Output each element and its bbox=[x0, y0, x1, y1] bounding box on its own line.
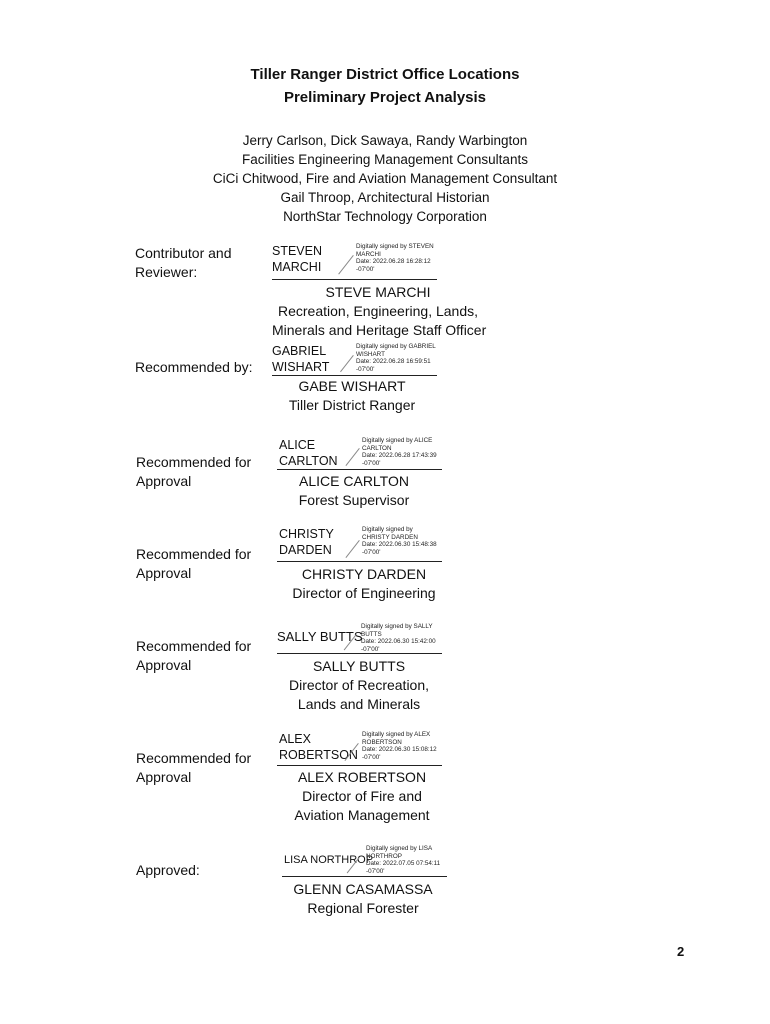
signature-line bbox=[272, 279, 437, 280]
printed-name: GLENN CASAMASSA Regional Forester bbox=[293, 881, 433, 916]
printed-name: GABE WISHART Tiller District Ranger bbox=[288, 378, 416, 413]
digital-signature-details: Digitally signed by SALLY BUTTS Date: 2022.06.30 15:42:00 -07'00' bbox=[361, 623, 436, 653]
printed-name: SALLY BUTTS Director of Recreation, Lands and Minerals bbox=[288, 658, 430, 712]
author-line: Jerry Carlson, Dick Sawaya, Randy Warbington bbox=[242, 133, 528, 148]
digital-signature-details: Digitally signed by ALICE CARLTON Date: 2022.06.28 17:43:39 -07'00' bbox=[362, 437, 437, 467]
signature-line bbox=[277, 561, 442, 562]
signer-name: LISA NORTHROP bbox=[284, 854, 374, 866]
signer-name: ALICE CARLTON bbox=[279, 438, 338, 468]
author-list bbox=[0, 131, 770, 226]
author-line: Gail Throop, Architectural Historian bbox=[280, 190, 490, 205]
signature-stroke bbox=[345, 540, 359, 558]
signer-name: CHRISTY DARDEN bbox=[279, 527, 334, 557]
signature-line bbox=[272, 375, 437, 376]
document-subtitle: Preliminary Project Analysis bbox=[283, 89, 487, 106]
signer-name: GABRIEL WISHART bbox=[272, 344, 330, 374]
printed-name: CHRISTY DARDEN Director of Engineering bbox=[292, 566, 436, 601]
role-label: Recommended for Approval bbox=[136, 546, 252, 581]
printed-name: ALICE CARLTON Forest Supervisor bbox=[298, 473, 410, 508]
signature-line bbox=[277, 653, 442, 654]
printed-name: STEVE MARCHI Recreation, Engineering, Lands, Minerals and Heritage Staff Officer bbox=[272, 284, 487, 338]
digital-signature-details: Digitally signed by STEVEN MARCHI Date: 2022.06.28 16:28:12 -07'00' bbox=[356, 243, 434, 273]
page-number: 2 bbox=[677, 944, 685, 959]
signer-name: STEVEN MARCHI bbox=[272, 244, 323, 274]
role-label: Recommended for Approval bbox=[136, 454, 252, 489]
role-label: Recommended for Approval bbox=[136, 750, 252, 785]
author-line: NorthStar Technology Corporation bbox=[283, 209, 487, 224]
signature-stroke bbox=[338, 255, 354, 275]
document-title: Tiller Ranger District Office Locations bbox=[250, 66, 520, 83]
signer-name: SALLY BUTTS bbox=[277, 629, 363, 644]
role-label: Contributor and Reviewer: bbox=[135, 245, 232, 280]
digital-signature-details: Digitally signed by ALEX ROBERTSON Date: 2022.06.30 15:08:12 -07'00' bbox=[362, 731, 437, 761]
signature-stroke bbox=[345, 448, 359, 466]
role-label: Recommended for Approval bbox=[136, 638, 252, 673]
role-label: Approved: bbox=[136, 862, 200, 878]
signer-name: ALEX ROBERTSON bbox=[279, 732, 358, 762]
author-line: Facilities Engineering Management Consultants bbox=[242, 152, 528, 167]
signature-stroke bbox=[340, 355, 354, 372]
digital-signature-details: Digitally signed by LISA NORTHROP Date: 2022.07.05 07:54:11 -07'00' bbox=[366, 845, 441, 875]
printed-name: ALEX ROBERTSON Director of Fire and Aviation Management bbox=[294, 769, 430, 823]
digital-signature-details: Digitally signed by GABRIEL WISHART Date: 2022.06.28 16:59:51 -07'00' bbox=[356, 343, 436, 373]
digital-signature-details: Digitally signed by CHRISTY DARDEN Date: 2022.06.30 15:48:38 -07'00' bbox=[362, 526, 437, 556]
role-label: Recommended by: bbox=[135, 359, 253, 375]
author-line: CiCi Chitwood, Fire and Aviation Management Consultant bbox=[212, 171, 558, 186]
signature-line bbox=[277, 765, 442, 766]
signature-line bbox=[277, 469, 442, 470]
signature-line bbox=[282, 876, 447, 877]
